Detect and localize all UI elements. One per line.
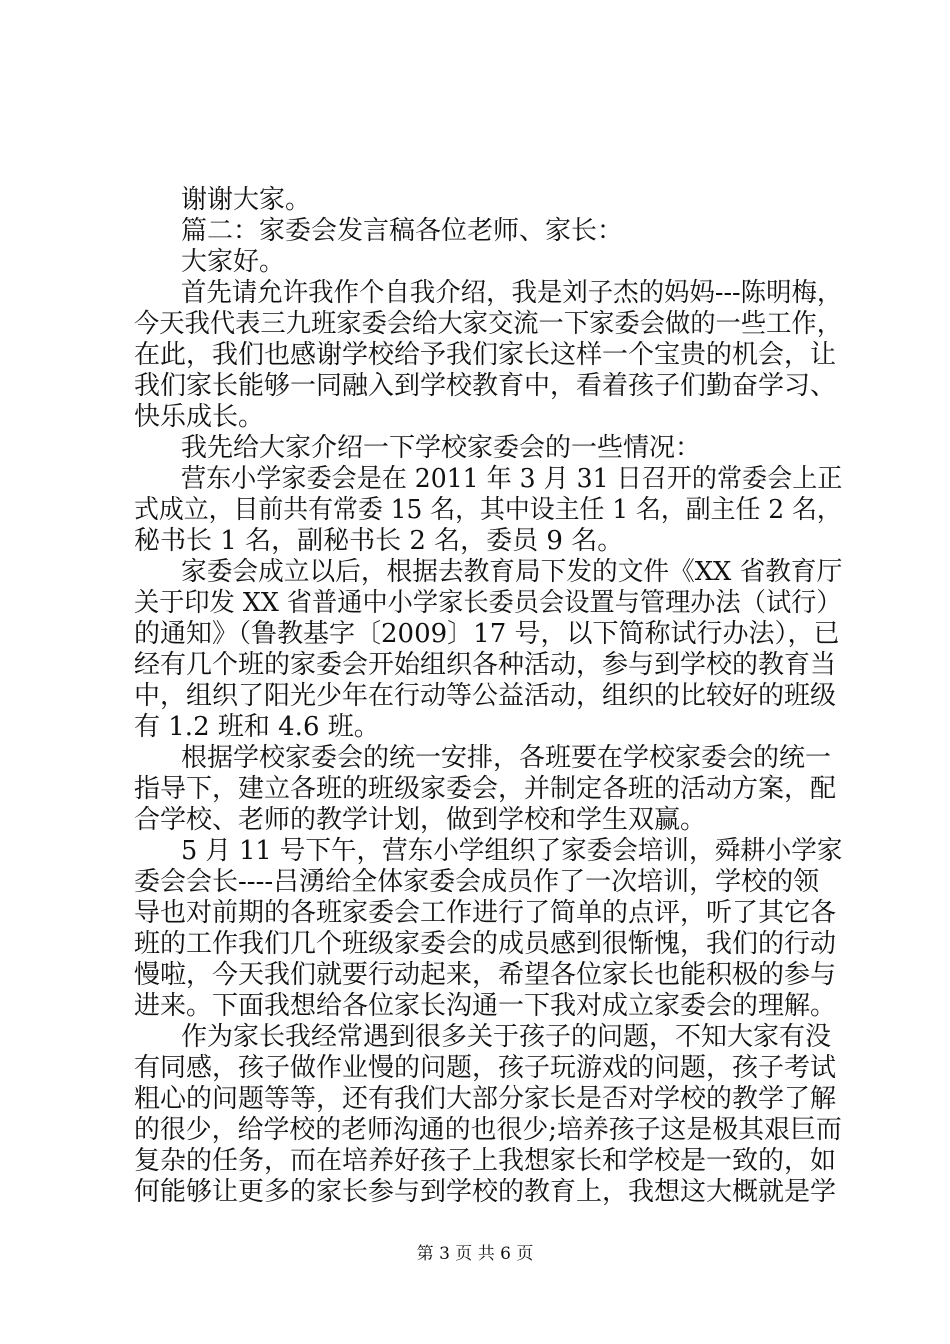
text-line: 秘书长 1 名，副秘书长 2 名，委员 9 名。 [134, 526, 624, 556]
text-line: 复杂的任务，而在培养好孩子上我想家长和学校是一致的，如 [134, 1146, 837, 1176]
text-line: 家委会成立以后，根据去教育局下发的文件《XX 省教育厅 [181, 557, 843, 587]
text-line: 有 1.2 班和 4.6 班。 [134, 712, 380, 742]
text-line: 今天我代表三九班家委会给大家交流一下家委会做的一些工作， [134, 309, 842, 339]
text-line: 篇二：家委会发言稿各位老师、家长： [181, 216, 624, 246]
text-line: 谢谢大家。 [181, 185, 312, 215]
text-line: 我们家长能够一同融入到学校教育中，看着孩子们勤奋学习、 [134, 371, 837, 401]
text-line: 导也对前期的各班家委会工作进行了简单的点评，听了其它各 [134, 898, 837, 928]
text-line: 我先给大家介绍一下学校家委会的一些情况： [181, 433, 702, 463]
text-line: 作为家长我经常遇到很多关于孩子的问题，不知大家有没 [181, 1022, 832, 1052]
text-line: 合学校、老师的教学计划，做到学校和学生双赢。 [134, 805, 707, 835]
text-line: 5 月 11 号下午，营东小学组织了家委会培训，舜耕小学家 [181, 836, 843, 866]
text-line: 首先请允许我作个自我介绍，我是刘子杰的妈妈---陈明梅， [181, 278, 843, 308]
text-line: 经有几个班的家委会开始组织各种活动，参与到学校的教育当 [134, 650, 837, 680]
text-line: 快乐成长。 [134, 402, 265, 432]
text-line: 何能够让更多的家长参与到学校的教育上，我想这大概就是学 [134, 1177, 837, 1207]
text-line: 营东小学家委会是在 2011 年 3 月 31 日召开的常委会上正 [181, 464, 843, 494]
text-line: 进来。下面我想给各位家长沟通一下我对成立家委会的理解。 [134, 991, 837, 1021]
text-line: 关于印发 XX 省普通中小学家长委员会设置与管理办法（试行） [134, 588, 842, 618]
text-line: 式成立，目前共有常委 15 名，其中设主任 1 名，副主任 2 名， [134, 495, 842, 525]
text-line: 的很少，给学校的老师沟通的也很少;培养孩子这是极其艰巨而 [134, 1115, 842, 1145]
text-line: 的通知》（鲁教基字〔2009〕17 号，以下简称试行办法），已 [134, 619, 840, 649]
text-line: 大家好。 [181, 247, 286, 277]
text-line: 慢啦，今天我们就要行动起来，希望各位家长也能积极的参与 [134, 960, 837, 990]
text-line: 班的工作我们几个班级家委会的成员感到很惭愧，我们的行动 [134, 929, 837, 959]
text-line: 中，组织了阳光少年在行动等公益活动，组织的比较好的班级 [134, 681, 837, 711]
page-number-footer: 第 3 页 共 6 页 [416, 1244, 534, 1264]
text-line: 在此，我们也感谢学校给予我们家长这样一个宝贵的机会，让 [134, 340, 837, 370]
text-line: 委会会长----吕湧给全体家委会成员作了一次培训，学校的领 [134, 867, 820, 897]
text-line: 指导下，建立各班的班级家委会，并制定各班的活动方案，配 [134, 774, 837, 804]
text-line: 粗心的问题等等，还有我们大部分家长是否对学校的教学了解 [134, 1084, 837, 1114]
text-line: 有同感，孩子做作业慢的问题，孩子玩游戏的问题，孩子考试 [134, 1053, 837, 1083]
text-line: 根据学校家委会的统一安排，各班要在学校家委会的统一 [181, 743, 832, 773]
